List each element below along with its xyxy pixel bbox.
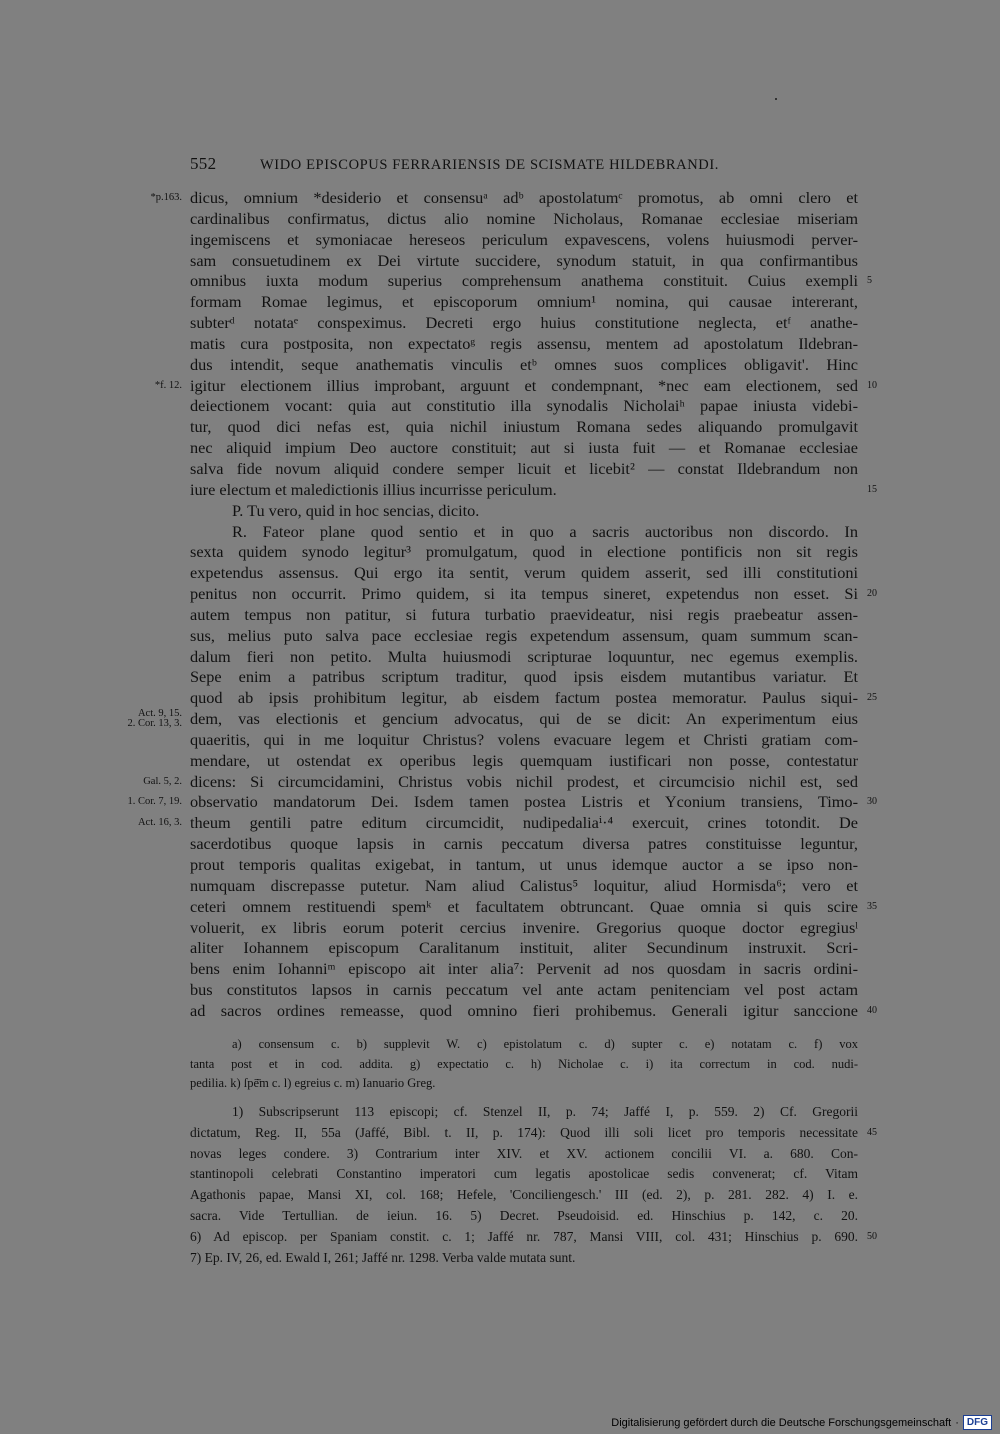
line-text: P. Tu vero, quid in hoc sencias, dicito. (232, 500, 480, 520)
text-line (190, 896, 877, 918)
line-text: Sepe enim a patribus scriptum traditur, quod ipsis eisdem mutantibus variatur. Et (190, 667, 858, 687)
source-footnotes (190, 1102, 877, 1268)
line-text: dem, vas electionis et gencium advocatus, qui de se dicit: An experimentum eius (190, 709, 858, 729)
line-number: 25 (867, 692, 877, 704)
page-number: 552 (190, 154, 217, 173)
text-line (190, 647, 858, 668)
text-line (190, 417, 858, 438)
line-text: subterᵈ notataᵉ conspeximus. Decreti ergo huius constitutione neglecta, etᶠ anathe- (190, 313, 858, 333)
line-text: bens enim Iohanniᵐ episcopo ait inter alia⁷: Pervenit ad nos quosdam in sacris ordini- (190, 959, 858, 979)
footnote-line (190, 1123, 877, 1144)
margin-reference (138, 813, 182, 834)
running-title: WIDO EPISCOPUS FERRARIENSIS DE SCISMATE HILDEBRANDI. (260, 157, 719, 173)
line-text: expetendus assensus. Qui ergo ita sentit, verum quidem asserit, sed illi constitutioni (190, 563, 858, 583)
critical-apparatus (190, 1035, 858, 1094)
digitization-credit: Digitalisierung gefördert durch die Deutsche Forschungsgemeinschaft · DFG (611, 1415, 992, 1430)
margin-reference-text: *f. 12. (154, 379, 182, 391)
text-line (190, 355, 858, 376)
text-line (127, 792, 877, 813)
text-line (127, 708, 858, 730)
line-text: nec aliquid impium Deo auctore constituit; aut si iusta fuit — et Romanae ecclesiae (190, 438, 858, 458)
text-line (190, 626, 858, 647)
line-text: cardinalibus confirmatus, dictus alio nomine Nicholaus, Romanae ecclesiae miseriam (190, 208, 858, 228)
text-line (150, 188, 858, 209)
line-text: bus constitutos lapsos in carnis peccatum vel ante actam penitenciam vel post actam (190, 980, 858, 1000)
line-number: 35 (867, 900, 877, 912)
footnote-text: Agathonis papae, Mansi XI, col. 168; Hefele, 'Conciliengesch.' III (ed. 2), p. 281. 282. 4) I. e. (190, 1187, 858, 1203)
text-line (190, 605, 858, 626)
line-text: formam Romae legimus, et episcoporum omnium¹ nomina, qui causae intererant, (190, 292, 858, 312)
text-line (190, 876, 858, 897)
line-text: iure electum et maledictionis illius incurrisse periculum. (190, 479, 557, 499)
text-line (190, 459, 858, 480)
line-number: 40 (867, 1004, 877, 1016)
line-text: omnibus iuxta modum superius comprehensum anathema constituit. Cuius exempli (190, 271, 858, 291)
text-line (190, 271, 872, 292)
footnote-text: 6) Ad episcop. per Spaniam constit. c. 1; Jaffé nr. 787, Mansi VIII, col. 431; Hinschius p. 690. (190, 1228, 858, 1244)
text-line (190, 479, 877, 501)
text-line (190, 230, 858, 251)
line-text: quod ab ipsis prohibitum legitur, ab eisdem factum postea memoratur. Paulus siqui- (190, 688, 858, 708)
line-text: prout temporis qualitas exigebat, in tantum, ut unus idemque auctor a se ipso non- (190, 855, 858, 874)
text-line (190, 730, 858, 751)
margin-reference-text: Gal. 5, 2. (143, 775, 182, 787)
margin-reference-text: Act. 9, 15. (137, 708, 182, 720)
line-number: 15 (867, 483, 877, 495)
line-text: ingemiscens et symoniacae hereseos periculum expavescens, volens huiusmodi perver- (190, 229, 858, 249)
text-line (137, 813, 858, 834)
footnote-line (190, 1185, 858, 1206)
text-line (190, 396, 858, 417)
line-text: observatio mandatorum Dei. Isdem tamen postea Listris et Yconium transiens, Timo- (190, 792, 858, 812)
text-line (190, 688, 877, 709)
margin-reference-text: 1. Cor. 7, 19. (127, 796, 182, 808)
footnote-line (190, 1102, 858, 1123)
line-text: sexta quidem synodo legitur³ promulgatum, quod in electione pontificis non sit regis (190, 542, 858, 562)
text-line (190, 959, 858, 980)
line-number: 5 (867, 275, 872, 287)
text-line (190, 522, 858, 543)
footnote-text: 1) Subscripserunt 113 episcopi; cf. Stenzel II, p. 74; Jaffé I, p. 559. 2) Cf. Gregorii (232, 1104, 858, 1119)
line-text: mendare, ut ostendat ex operibus legis quemquam iustificari non posse, contestatur (190, 750, 858, 770)
line-number: 45 (867, 1126, 877, 1138)
line-number: 10 (867, 379, 877, 391)
line-text: igitur electionem illius improbant, arguunt et condempnant, *nec eam electionem, sed (190, 375, 858, 395)
margin-reference (151, 188, 183, 209)
footnote-text: 7) Ep. IV, 26, ed. Ewald I, 261; Jaffé nr. 1298. Verba valde mutata sunt. (190, 1249, 576, 1265)
apparatus-line: pedilia. k) ſpē̄m c. l) egreius c. m) Ianuario Greg. (190, 1076, 436, 1091)
margin-reference (143, 772, 182, 793)
margin-reference (127, 709, 182, 729)
footnote-text: stantinopoli celebrati Constantino imperatori cum legatis apostolicae sedis convenerat; cf. Vitam (190, 1166, 858, 1182)
line-text: dicus, omnium *desiderio et consensuᵃ adᵇ apostolatumᶜ promotus, ab omni clero et (190, 188, 858, 207)
text-line (154, 375, 877, 397)
text-line (190, 292, 858, 313)
text-line (190, 563, 858, 584)
line-text: theum gentili patre editum circumcidit, nudipedaliaⁱ·⁴ exercuit, crines totondit. De (190, 813, 858, 833)
line-text: ceteri omnem restituendi spemᵏ et facultatem obtruncant. Quae omnia si quis scire (190, 896, 858, 916)
text-line (190, 1000, 877, 1022)
line-text: deiectionem vocant: quia aut constitutio illa synodalis Nicholaiʰ papae iniusta videbi- (190, 396, 858, 416)
text-line (190, 542, 858, 563)
margin-reference-text: Act. 16, 3. (137, 817, 182, 829)
text-line (190, 980, 858, 1001)
text-line (190, 438, 858, 459)
line-number: 30 (867, 796, 877, 808)
line-text: dus intendit, seque anathematis vinculis etᵇ omnes suos complices obligavit'. Hinc (190, 354, 858, 374)
text-line (190, 313, 858, 334)
margin-reference (127, 792, 182, 813)
line-text: sus, melius puto salva pace ecclesiae regis expetendum assensum, quam summum scan- (190, 625, 858, 645)
text-line (190, 855, 858, 876)
line-number: 20 (867, 588, 877, 600)
scan-speck (775, 98, 777, 100)
footnote-text: dictatum, Reg. II, 55a (Jaffé, Bibl. t. II, p. 174): Quod illi soli licet pro temporis necessitate (190, 1124, 858, 1140)
line-text: sacerdotibus quoque lapsis in carnis peccatum diversa patres constituisse leguntur, (190, 834, 858, 854)
credit-text: Digitalisierung gefördert durch die Deutsche Forschungsgemeinschaft (611, 1416, 952, 1429)
text-line (190, 251, 858, 272)
text-line (190, 751, 858, 772)
main-text-block (127, 188, 877, 1022)
footnote-line (190, 1206, 858, 1227)
margin-reference (155, 376, 182, 397)
text-line (190, 209, 858, 230)
line-text: dalum fieri non petito. Multa huiusmodi scripturae loquuntur, nec egemus exemplis. (190, 646, 858, 666)
footnote-line (190, 1248, 858, 1269)
line-text: sam consuetudinem ex Dei virtute succidere, synodum statuit, in qua confirmantibus (190, 250, 858, 270)
margin-reference-text: 2. Cor. 13, 3. (127, 718, 182, 730)
text-line (190, 834, 858, 855)
line-text: dicens: Si circumcidamini, Christus vobis nichil prodest, et circumcisio nichil est, sed (190, 771, 858, 791)
text-line (190, 584, 877, 605)
line-text: R. Fateor plane quod sentio et in quo a sacris auctoribus non discordo. In (232, 521, 858, 541)
text-line (190, 918, 858, 939)
footnote-line (190, 1164, 858, 1185)
text-line (190, 938, 858, 959)
dfg-logo-icon: DFG (963, 1415, 992, 1430)
line-text: quaeritis, qui in me loquitur Christus? volens evacuare legem et Christi gratiam com- (190, 729, 858, 749)
margin-reference-text: *p.163. (150, 192, 182, 203)
line-text: penitus non occurrit. Primo quidem, si ita tempus sineret, expetendus non esset. Si (190, 584, 858, 604)
footnote-line (190, 1227, 877, 1248)
footnote-text: sacra. Vide Tertullian. de ieiun. 16. 5) Decret. Pseudoisid. ed. Hinschius p. 142, c. 20. (190, 1207, 858, 1223)
footnote-text: novas leges condere. 3) Contrarium inter XIV. et XV. actionem concilii VI. a. 680. Con- (190, 1145, 858, 1161)
line-text: tur, quod dici nefas est, quia nichil iniustum Romana sedes aliquando promulgavit (190, 417, 858, 437)
text-line (190, 334, 858, 355)
line-text: aliter Iohannem episcopum Caralitanum instituit, aliter Secundinum instruxit. Scri- (190, 938, 858, 958)
text-line (190, 667, 858, 688)
line-text: numquam discrepasse putetur. Nam aliud Calistus⁵ loquitur, aliud Hormisda⁶; vero et (190, 875, 858, 895)
line-text: autem tempus non patitur, si futura turbatio praevideatur, nisi regis praebeatur assen- (190, 604, 858, 624)
apparatus-line: tanta post et in cod. addita. g) expectatio c. h) Nicholae c. i) ita correctum in cod. nudi- (190, 1056, 858, 1071)
line-number: 50 (867, 1230, 877, 1242)
line-text: matis cura postposita, non expectatoᵍ regis assensu, mentem ad apostolatum Ildebran- (190, 333, 858, 353)
footnote-line (190, 1144, 858, 1165)
apparatus-line: a) consensum c. b) supplevit W. c) epistolatum c. d) supter c. e) notatam c. f) vox (232, 1037, 858, 1051)
line-text: voluerit, ex libris eorum poterit cercius invenire. Gregorius quoque doctor egregiusˡ (190, 917, 858, 937)
line-text: salva fide novum aliquid condere semper licuit et licebit² — constat Ildebrandum non (190, 458, 858, 478)
text-line (143, 771, 858, 793)
page-header (190, 154, 860, 174)
line-text: ad sacros ordines remeasse, quod omnino fieri prohibemus. Generali igitur sanccione (190, 1000, 858, 1020)
text-line (190, 501, 858, 522)
